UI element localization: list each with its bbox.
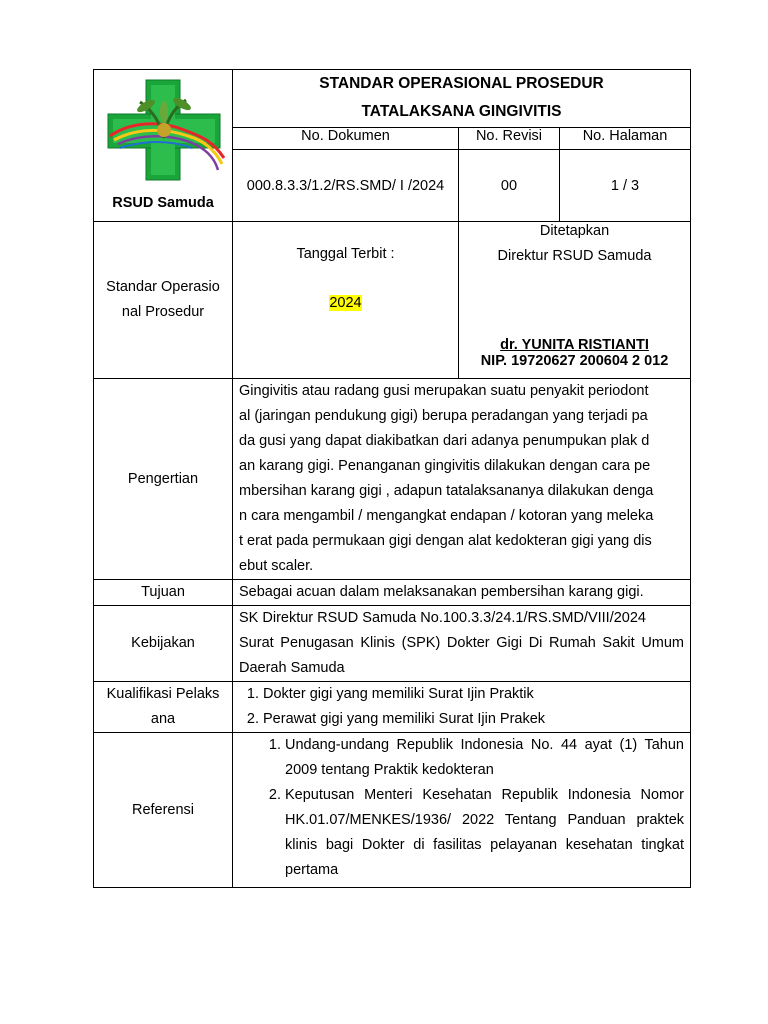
document-number: 000.8.3.3/1.2/RS.SMD/ I /2024	[233, 150, 459, 222]
list-item: 1. Undang-undang Republik Indonesia No. 44 ayat (1) Tahun 2009 tentang Praktik kedokteran	[285, 733, 684, 783]
pengertian-line: mbersihan karang gigi , adapun tatalaksananya dilakukan denga	[239, 483, 654, 499]
kebijakan-label: Kebijakan	[94, 606, 233, 682]
referensi-content	[233, 733, 691, 888]
hospital-name: RSUD Samuda	[112, 195, 214, 211]
kebijakan-line: SK Direktur RSUD Samuda No.100.3.3/24.1/RS.SMD/VIII/2024	[239, 610, 646, 626]
title-line-1: STANDAR OPERASIONAL PROSEDUR	[319, 75, 604, 92]
kualifikasi-label-line-2: ana	[150, 711, 176, 727]
revision-number: 00	[459, 150, 560, 222]
kualifikasi-label-cell	[94, 682, 233, 733]
pengertian-line: n cara mengambil / mengangkat endapan / kotoran yang meleka	[239, 508, 654, 524]
tujuan-label: Tujuan	[94, 580, 233, 606]
signer-nip: NIP. 19720627 200604 2 012	[480, 353, 669, 369]
pengertian-line: t erat pada permukaan gigi dengan alat kedokteran gigi yang dis	[239, 533, 652, 549]
sop-label-line-2: nal Prosedur	[121, 304, 205, 320]
col-header-revisi: No. Revisi	[459, 128, 560, 150]
kualifikasi-list	[233, 682, 690, 732]
issue-date-cell	[233, 222, 459, 379]
list-item: 2. Keputusan Menteri Kesehatan Republik Indonesia Nomor HK.01.07/MENKES/1936/ 2022 Tentang Panduan praktek klinis bagi Dokter di fasilitas pelayanan kesehatan tingkat pertama	[285, 783, 684, 883]
pengertian-line: an karang gigi. Penanganan gingivitis dilakukan dengan cara pe	[239, 458, 651, 474]
page-number: 1 / 3	[560, 150, 691, 222]
col-header-halaman: No. Halaman	[560, 128, 691, 150]
hospital-cross-logo-icon	[100, 78, 228, 182]
kualifikasi-content	[233, 682, 691, 733]
ditetapkan-label: Ditetapkan	[539, 223, 610, 239]
pengertian-line: da gusi yang dapat diakibatkan dari adanya penumpukan plak d	[239, 433, 650, 449]
issue-date-label: Tanggal Terbit :	[296, 246, 395, 262]
referensi-label: Referensi	[94, 733, 233, 888]
pengertian-line: al (jaringan pendukung gigi) berupa peradangan yang terjadi pa	[239, 408, 648, 424]
sop-document	[93, 69, 690, 888]
pengertian-line: Gingivitis atau radang gusi merupakan suatu penyakit periodont	[239, 383, 649, 399]
hospital-logo-cell	[94, 70, 233, 222]
title-line-2: TATALAKSANA GINGIVITIS	[361, 103, 562, 120]
list-item: 2. Perawat gigi yang memiliki Surat Ijin Prakek	[263, 707, 690, 732]
tujuan-content: Sebagai acuan dalam melaksanakan pembersihan karang gigi.	[233, 580, 691, 606]
referensi-list	[233, 733, 690, 887]
signer-name: dr. YUNITA RISTIANTI	[500, 337, 649, 353]
director-title: Direktur RSUD Samuda	[497, 248, 652, 264]
list-item: 1. Dokter gigi yang memiliki Surat Ijin Praktik	[263, 682, 690, 707]
col-header-dokumen: No. Dokumen	[233, 128, 459, 150]
sop-label-cell	[94, 222, 233, 379]
issue-date-value: 2024	[329, 295, 362, 311]
kualifikasi-label-line-1: Kualifikasi Pelaks	[106, 686, 220, 702]
pengertian-label: Pengertian	[94, 379, 233, 580]
signature-cell	[459, 222, 691, 379]
sop-table	[93, 69, 691, 888]
sop-label-line-1: Standar Operasio	[106, 279, 220, 295]
kebijakan-content	[233, 606, 691, 682]
kebijakan-line: Surat Penugasan Klinis (SPK) Dokter Gigi Di Rumah Sakit Umum Daerah Samuda	[239, 635, 685, 676]
pengertian-content	[233, 379, 691, 580]
pengertian-line: ebut scaler.	[239, 558, 314, 574]
sop-title	[233, 70, 691, 128]
